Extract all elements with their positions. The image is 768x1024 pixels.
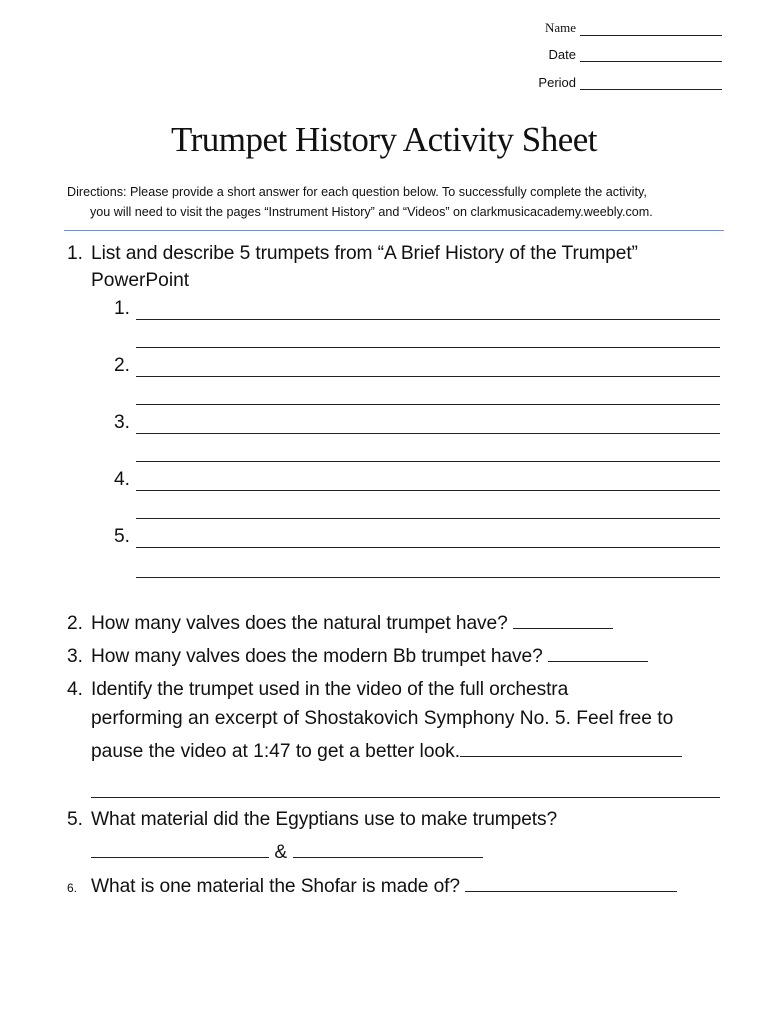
period-blank[interactable] [580,77,722,90]
answer-1-5[interactable] [114,526,720,548]
question-1 [67,240,638,268]
question-3-text: How many valves does the modern Bb trumpet have? [91,646,543,667]
answer-4-continuation[interactable] [91,796,720,798]
question-number: 1. [67,243,83,264]
answer-blank[interactable] [136,415,720,434]
divider [64,230,724,231]
question-4 [67,676,568,704]
question-1-text-line-1: List and describe 5 trumpets from “A Brief History of the Trumpet” [91,243,638,264]
sub-number: 4. [114,469,131,490]
sub-number: 2. [114,355,131,376]
question-1-text-line-2: PowerPoint [91,270,190,291]
answer-5-blank-1[interactable] [91,843,269,858]
question-number: 4. [67,679,83,700]
question-5-text: What material did the Egyptians use to make trumpets? [91,809,558,830]
answer-blank[interactable] [136,472,720,491]
name-field[interactable] [545,20,722,36]
answer-1-4[interactable] [114,469,720,491]
answer-1-3[interactable] [114,412,720,434]
answer-1-1-continuation[interactable] [136,346,720,348]
answer-2-blank[interactable] [513,614,613,629]
answer-6-blank[interactable] [465,877,677,892]
name-label: Name [544,20,576,35]
date-field[interactable] [549,47,722,62]
question-4-text-line-3: pause the video at 1:47 to get a better look. [91,741,461,762]
date-blank[interactable] [580,49,722,62]
question-2-text: How many valves does the natural trumpet have? [91,613,508,634]
question-4-line-3 [91,741,682,763]
answer-1-1[interactable] [114,298,720,320]
question-4-text-line-2: performing an excerpt of Shostakovich Symphony No. 5. Feel free to [91,708,674,729]
question-6-text: What is one material the Shofar is made of? [91,876,460,897]
directions [67,182,727,222]
answer-3-blank[interactable] [548,647,648,662]
question-3 [67,643,648,671]
answer-4-blank[interactable] [460,742,682,757]
answer-1-4-continuation[interactable] [136,517,720,519]
period-label: Period [538,75,576,90]
name-blank[interactable] [580,23,722,36]
sub-number: 1. [114,298,131,319]
date-label: Date [548,47,576,62]
answer-1-5-continuation[interactable] [136,576,720,578]
question-5-answers [91,842,483,864]
directions-line-1: Directions: Please provide a short answer for each question below. To successfully complete the activity, [67,185,647,199]
answer-blank[interactable] [136,301,720,320]
answer-5-joiner: & [274,842,288,863]
question-4-text-line-1: Identify the trumpet used in the video of the full orchestra [91,679,569,700]
question-2 [67,610,613,638]
sub-number: 5. [114,526,131,547]
answer-1-2[interactable] [114,355,720,377]
question-number: 3. [67,646,83,667]
sub-number: 3. [114,412,131,433]
directions-line-2: you will need to visit the pages “Instrument History” and “Videos” on clarkmusicacademy.weebly.com. [90,205,653,219]
answer-1-2-continuation[interactable] [136,403,720,405]
answer-blank[interactable] [136,358,720,377]
answer-5-blank-2[interactable] [293,843,483,858]
question-6 [67,873,677,902]
question-number: 2. [67,613,83,634]
answer-blank[interactable] [136,529,720,548]
question-5 [67,806,557,834]
answer-1-3-continuation[interactable] [136,460,720,462]
page-title: Trumpet History Activity Sheet [170,120,598,159]
period-field[interactable] [538,75,722,90]
question-number: 6. [67,881,77,895]
question-number: 5. [67,809,83,830]
